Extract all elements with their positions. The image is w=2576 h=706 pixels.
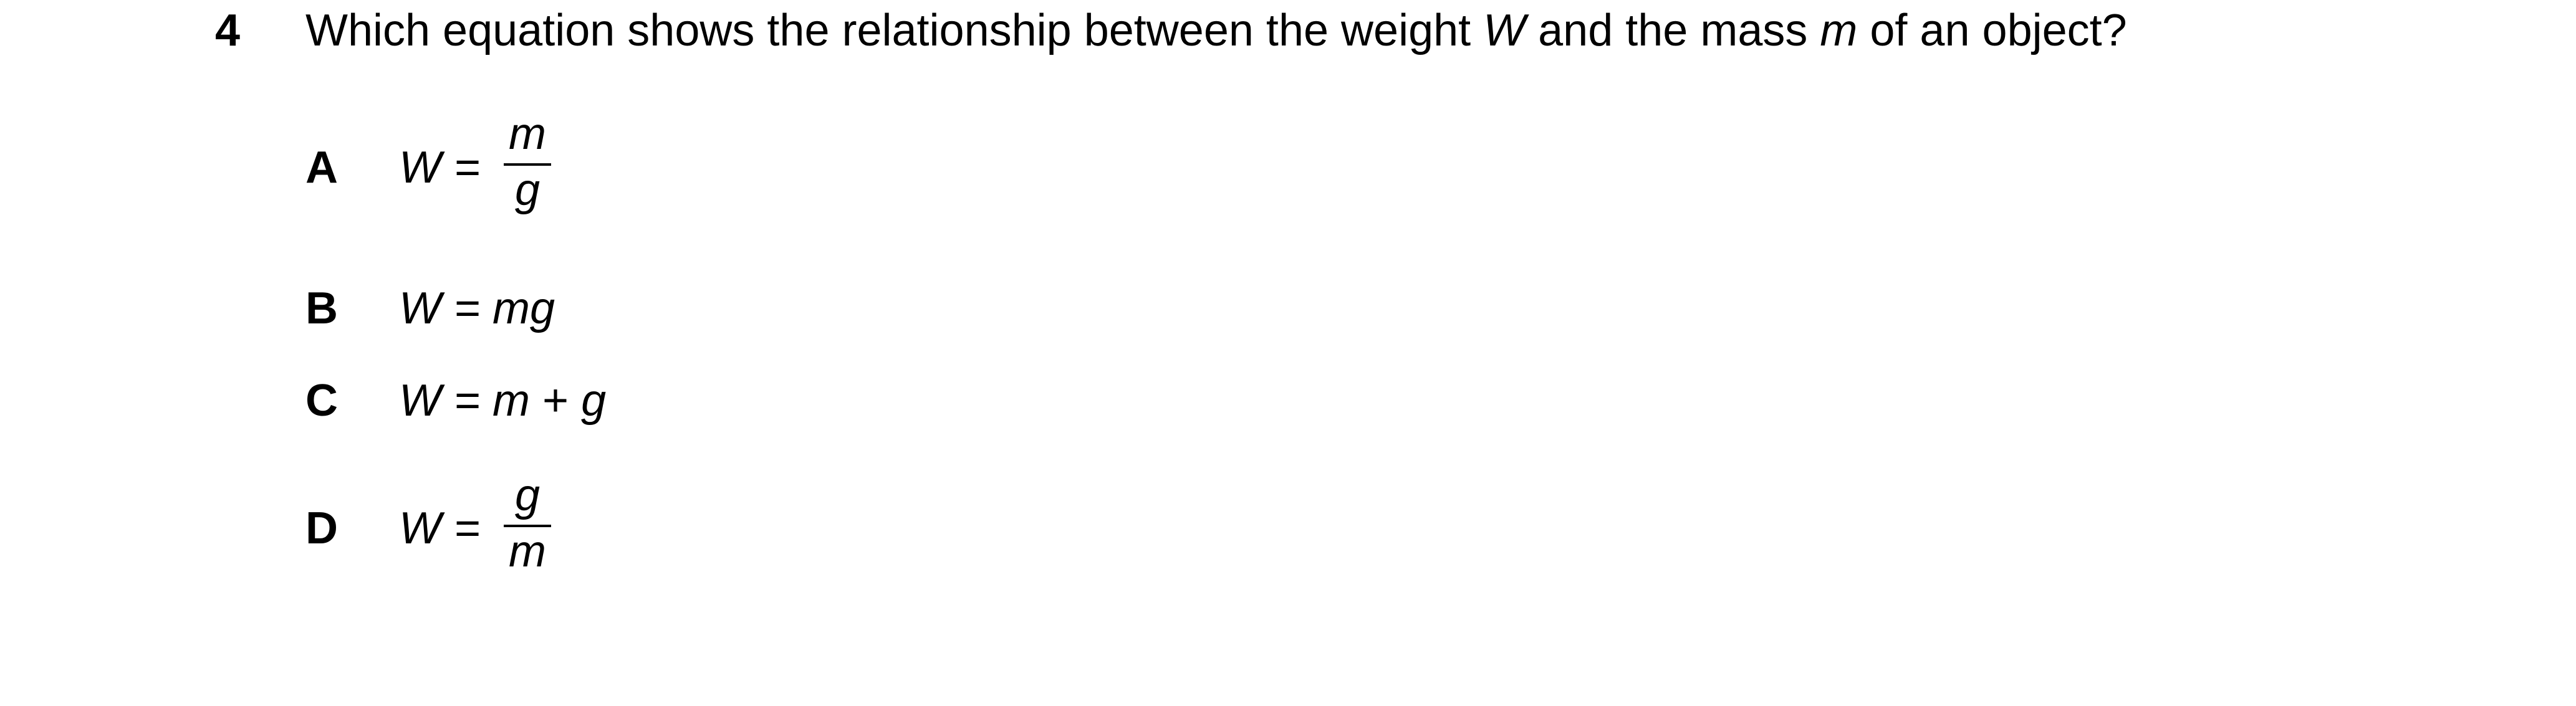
option-a-letter: A	[305, 143, 338, 193]
question-stem	[305, 4, 2127, 57]
option-a-fraction	[504, 107, 551, 217]
option-c-rhs-2: g	[581, 376, 607, 426]
stem-text-1: Which equation shows the relationship between the weight	[305, 6, 1484, 55]
option-b-expression	[399, 282, 555, 335]
option-a-denominator: g	[514, 165, 541, 215]
option-a-lhs: W =	[399, 143, 481, 193]
stem-var-m: m	[1820, 6, 1858, 55]
option-c-letter: C	[305, 376, 338, 426]
option-c-rhs-1: m	[493, 376, 531, 426]
stem-text-3: of an object?	[1857, 6, 2127, 55]
stem-text-2: and the mass	[1526, 6, 1820, 55]
stem-var-w: W	[1483, 6, 1526, 55]
option-a-numerator: m	[509, 109, 546, 159]
question-number: 4	[215, 6, 241, 55]
option-d-denominator: m	[509, 527, 546, 576]
option-b-rhs: mg	[493, 284, 555, 333]
option-b-letter: B	[305, 284, 338, 333]
option-d-numerator: g	[514, 470, 541, 520]
option-d-lhs: W =	[399, 503, 481, 553]
option-c-operator: +	[542, 376, 569, 426]
option-b-lhs: W =	[399, 284, 481, 333]
option-c-lhs: W =	[399, 376, 481, 426]
option-d-letter: D	[305, 503, 338, 553]
option-c-expression	[399, 374, 606, 427]
option-d-fraction	[504, 469, 551, 578]
